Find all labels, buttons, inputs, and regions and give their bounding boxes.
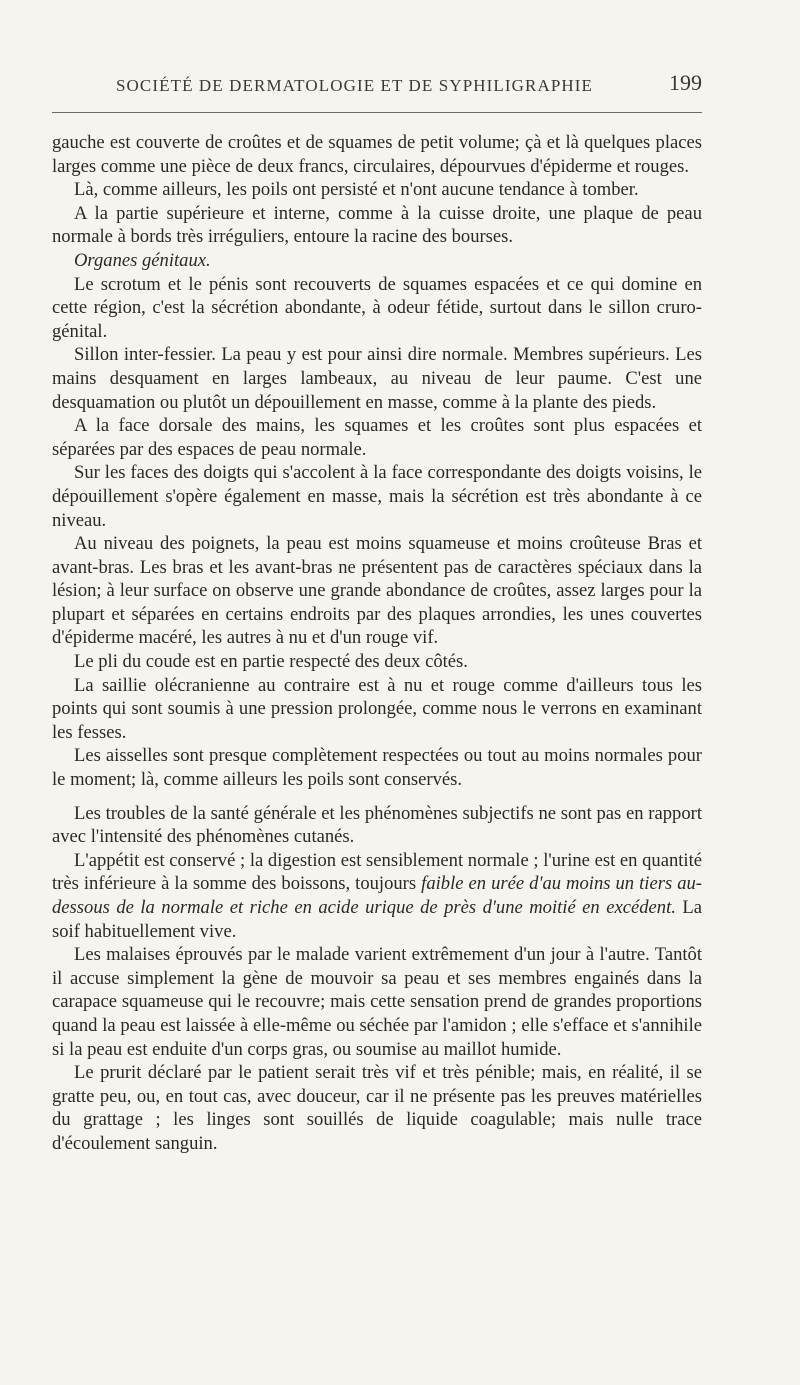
paragraph: A la face dorsale des mains, les squames et les croûtes sont plus espacées et séparées par des espaces de peau normale.	[52, 415, 702, 460]
body-text	[52, 131, 702, 1156]
urine-text-italic: faible en urée d'au moins un tiers au-dessous de la normale et riche en acide urique de près d'une moitié en excédent.	[52, 873, 702, 918]
running-title: SOCIÉTÉ DE DERMATOLOGIE ET DE SYPHILIGRAPHIE	[116, 76, 594, 95]
paragraph: Le prurit déclaré par le patient serait très vif et très pénible; mais, en réalité, il se gratte peu, ou, en tout cas, avec douceur, car il ne présente pas les preuves matérielles du grattage ; les linges sont souillés de liquide coagulable; mais nulle trace d'écoulement sanguin.	[52, 1062, 702, 1154]
paragraph: Sillon inter-fessier. La peau y est pour ainsi dire normale. Membres supérieurs. Les mains desquament en larges lambeaux, au niveau de leur paume. C'est une desquamation ou plutôt un dépouillement en masse, comme à la plante des pieds.	[52, 344, 702, 413]
paragraph: La saillie olécranienne au contraire est à nu et rouge comme d'ailleurs tous les points qui sont soumis à une pression prolongée, comme nous le verrons en examinant les fesses.	[52, 674, 702, 743]
paragraph: Au niveau des poignets, la peau est moins squameuse et moins croûteuse Bras et avant-bras. Les bras et les avant-bras ne présentent pas de caractères spéciaux dans la lésion; à leur surface on observe une grande abondance de croûtes, assez larges pour la plupart et séparées en certains endroits par des plaques arrondies, les unes couvertes d'épiderme macéré, les autres à nu et d'un rouge vif.	[52, 533, 702, 649]
paragraph: gauche est couverte de croûtes et de squames de petit volume; çà et là quelques places larges comme une pièce de deux francs, circulaires, dépourvues d'épiderme et rouges.	[52, 132, 702, 177]
urine-text-before: L'appétit est conservé ; la digestion est sensiblement normale ; l'urine est en quantité très inférieure à la somme des boissons, toujours	[52, 849, 702, 895]
running-header	[52, 68, 702, 102]
paragraph: Les malaises éprouvés par le malade varient extrêmement d'un jour à l'autre. Tantôt il accuse simplement la gène de mouvoir sa peau et ses membres engainés dans la carapace squameuse qui le recouvre; mais cette sensation prend de grandes proportions quand la peau est laissée à elle-même ou séchée par l'amidon ; elle s'efface et s'annihile si la peau est enduite d'un corps gras, ou soumise au maillot humide.	[52, 944, 702, 1060]
paragraph: Sur les faces des doigts qui s'accolent à la face correspondante des doigts voisins, le dépouillement s'opère également en masse, mais la sécrétion est très abondante à ce niveau.	[52, 462, 702, 531]
paragraph: Le pli du coude est en partie respecté des deux côtés.	[74, 651, 468, 673]
paragraph: Les aisselles sont presque complètement respectées ou tout au moins normales pour le moment; là, comme ailleurs les poils sont conservés.	[52, 745, 702, 791]
header-rule	[52, 112, 702, 113]
page-number: 199	[669, 70, 702, 95]
urine-text-after: La soif habituellement vive.	[52, 897, 702, 942]
paragraph: A la partie supérieure et interne, comme à la cuisse droite, une plaque de peau normale à bords très irréguliers, entoure la racine des bourses.	[52, 202, 702, 248]
section-heading: Organes génitaux.	[74, 249, 211, 271]
paragraph: Les troubles de la santé générale et les phénomènes subjectifs ne sont pas en rapport avec l'intensité des phénomènes cutanés.	[52, 802, 702, 848]
paragraph-urine	[52, 849, 702, 943]
paragraph: Là, comme ailleurs, les poils ont persisté et n'ont aucune tendance à tomber.	[74, 179, 639, 201]
paragraph: Le scrotum et le pénis sont recouverts de squames espacées et ce qui domine en cette région, c'est la sécrétion abondante, à odeur fétide, surtout dans le sillon cruro-génital.	[52, 273, 702, 342]
